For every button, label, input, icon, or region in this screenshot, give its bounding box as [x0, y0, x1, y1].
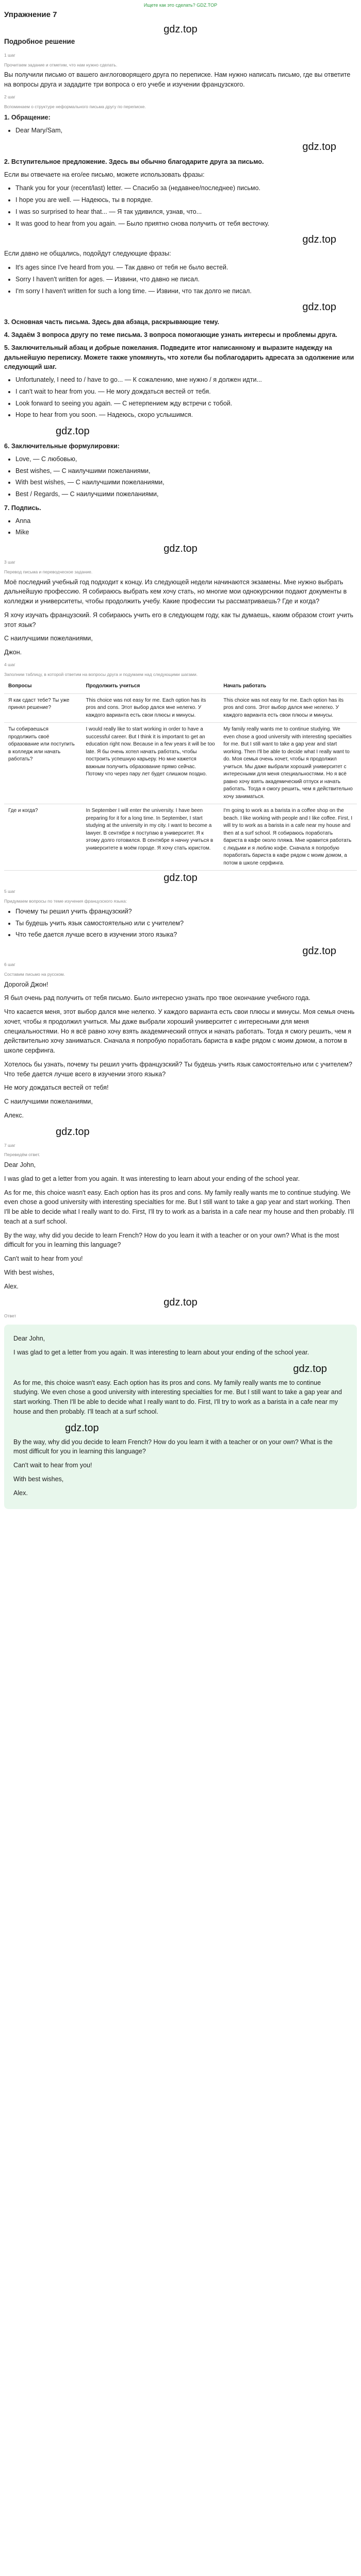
list-item: • Dear Mary/Sam, [15, 126, 357, 135]
table-header: Продолжить учиться [81, 680, 219, 693]
table-cell: My family really wants me to continue studying. We even chose a good university with interesting specialties for me. But I still want to take a gap year and start working. Then I'll be able to decide what I really want to do. Моя семья очень хочет, чтобы я продолжил учиться. Мы даже выбрали хороший университет с интересными для меня специальностями. Но я всё равно хочу взять академический отпуск и начать работать. Тогда я смогу решить, чем я действительно хочу заниматься. [219, 723, 357, 804]
section-heading: 3. Основная часть письма. Здесь два абзаца, раскрывающие тему. [4, 318, 220, 326]
watermark: gdz.top [56, 1126, 90, 1138]
section-heading: 2. Вступительное предложение. Здесь вы обычно благодарите друга за письмо. [4, 158, 264, 165]
letter-paragraph: As for me, this choice wasn't easy. Each option has its pros and cons. My family really wants me to continue studying. We even chose a good university with interesting specialties for me. But I still want to take a gap year and start working. Then I'll be able to decide what I really want to do. First, I'll try to work as a barista in a cafe near my house and then probably. I'll teach at a surf school. [13, 1379, 342, 1415]
list [4, 263, 357, 296]
watermark: gdz.top [302, 141, 336, 152]
letter-paragraph: Что касается меня, этот выбор дался мне нелегко. У каждого варианта есть свои плюсы и минусы. Моя семья очень хочет, чтобы я продолжил учиться. Мы даже выбрали хороший университет с интересными для меня специальностями. Но я всё равно хочу взять академический отпуск и начать работать. Тогда я смогу решить, чем я действительно хочу заниматься. Сначала я попробую поработать бариста в кафе рядом с моим домом, а потом в школе серфинга. [4, 1008, 355, 1054]
table-header-row [4, 680, 357, 693]
signature: С наилучшими пожеланиями, [4, 1098, 93, 1105]
list-item: • Anna [15, 516, 357, 526]
section-heading: 4. Задаём 3 вопроса другу по теме письма. 3 вопроса помогающие узнать интересы и проблемы друга. [4, 331, 338, 338]
letter-paragraph: As for me, this choice wasn't easy. Each option has its pros and cons. My family really wants me to continue studying. We even chose a good university with interesting specialties for me. But I still want to take a gap year and start working. Then I'll be able to decide what I really want to do. First, I'll try to work as a barista in a cafe near my house and then probably. I'll teach at a surf school. [4, 1189, 354, 1225]
signature-name: Alex. [13, 1489, 28, 1497]
list-item: • Ты будешь учить язык самостоятельно или с учителем? [15, 919, 357, 928]
page-subtitle: Подробное решение [4, 37, 75, 45]
step-note: Переведём ответ. [4, 1152, 40, 1158]
watermark: gdz.top [302, 945, 336, 957]
watermark: gdz.top [163, 23, 198, 35]
step-note: Составим письмо на русском. [4, 971, 65, 977]
table-cell: This choice was not easy for me. Each option has its pros and cons. Этот выбор дался мне нелегко. У каждого варианта есть свои плюсы и минусы. [81, 693, 219, 723]
section-heading: 5. Заключительный абзац и добрые пожелания. Подведите итог написанному и выразите надежду на дальнейшую переписку. Можете также упомянуть, что хотели бы поблагодарить адресата за одолжение или следующий шаг. [4, 344, 354, 371]
letter-paragraph: By the way, why did you decide to learn French? How do you learn it with a teacher or on your own? What is the most difficult for you in learning this language? [13, 1438, 333, 1455]
step-label: 5 шаг [4, 889, 15, 894]
list-item: • Hope to hear from you soon. — Надеюсь, скоро услышимся. [15, 410, 357, 420]
answer-table [4, 680, 357, 871]
signature: With best wishes, [13, 1475, 64, 1483]
letter-greeting: Dear John, [4, 1161, 36, 1168]
signature: С наилучшими пожеланиями, [4, 635, 93, 642]
table-cell: Где и когда? [4, 804, 81, 871]
table-cell: This choice was not easy for me. Each option has its pros and cons. Этот выбор дался мне нелегко. У каждого варианта есть свои плюсы и минусы. [219, 693, 357, 723]
table-row [4, 804, 357, 871]
step-label: 1 шаг [4, 52, 15, 58]
paragraph: Моё последний учебный год подходит к концу. Из следующей недели начинаются экзамены. Мне нужно выбрать дальнейшую профессию. Я собираюсь выбрать кем хочу стать, но многие мои однокурсники подают документы в колледжи и университеты, чтобы продолжить учебу. Какие профессии ты рассматриваешь? Где и когда? [4, 578, 347, 605]
step-note: Вспоминаем о структуре неформального письма другу по переписке. [4, 104, 146, 109]
step-label: 3 шаг [4, 560, 15, 565]
list-item: • Почему ты решил учить французский? [15, 907, 357, 917]
list [4, 907, 357, 940]
letter-paragraph: Can't wait to hear from you! [4, 1255, 83, 1262]
list-item: • Unfortunately, I need to / have to go... — К сожалению, мне нужно / я должен идти... [15, 375, 357, 385]
table-row [4, 723, 357, 804]
table-header: Начать работать [219, 680, 357, 693]
table-header: Вопросы [4, 680, 81, 693]
signature-name: Alex. [4, 1282, 19, 1290]
list [4, 126, 357, 135]
table-row [4, 693, 357, 723]
watermark: gdz.top [163, 543, 198, 554]
answer-box [4, 1325, 357, 1509]
list [4, 183, 357, 228]
list-item: • I'm sorry I haven't written for such a long time. — Извини, что так долго не писал. [15, 286, 357, 296]
watermark: gdz.top [56, 426, 90, 437]
letter-greeting: Dear John, [13, 1335, 45, 1342]
list-item: • Что тебе дается лучше всего в изучении этого языка? [15, 930, 357, 940]
paragraph: Если давно не общались, подойдут следующие фразы: [4, 250, 171, 258]
table-cell: Я как сдаст тебе? Ты уже принял решение? [4, 693, 81, 723]
watermark: gdz.top [302, 301, 336, 313]
list-item: • Best / Regards, — С наилучшими пожеланиями, [15, 489, 357, 499]
table-cell: I would really like to start working in order to have a successful career. But I think it is important to get an education right now. Because in a few years it will be too late. Я бы очень хотел начать работать, чтобы построить успешную карьеру. Но мне кажется важным получить образование прямо сейчас. Потому что через пару лет будет слишком поздно. [81, 723, 219, 804]
paragraph: Если вы отвечаете на его/ее письмо, можете использовать фразы: [4, 171, 205, 178]
list-item: • Thank you for your (recent/last) letter. — Спасибо за (недавнее/последнее) письмо. [15, 183, 357, 193]
step-label: Ответ [4, 1313, 17, 1319]
page-title: Упражнение 7 [4, 10, 57, 19]
table-cell: In September I will enter the university. I have been preparing for it for a long time. In September, I start studying at the university in my city. I want to become a lawyer. В сентябре я поступаю в университет. Я к этому долго готовился. В сентябре я начну учиться в университете в моём городе. Я хочу стать юристом. [81, 804, 219, 871]
list-item: • Sorry I haven't written for ages. — Извини, что давно не писал. [15, 275, 357, 284]
step-label: 7 шаг [4, 1142, 15, 1148]
list-item: • Love, — С любовью, [15, 454, 357, 464]
signature-name: Джон. [4, 649, 22, 656]
signature: With best wishes, [4, 1268, 55, 1276]
list-item: • I was so surprised to hear that... — Я так удивился, узнав, что... [15, 207, 357, 217]
watermark: gdz.top [163, 872, 198, 884]
letter-paragraph: Не могу дождаться вестей от тебя! [4, 1084, 109, 1092]
step-label: 4 шаг [4, 662, 15, 667]
list-item: • It was good to hear from you again. — Было приятно снова получить от тебя весточку. [15, 219, 357, 229]
watermark: gdz.top [163, 1297, 198, 1309]
paragraph: Я хочу изучать французский. Я собираюсь учить его в следующем году, как ты думаешь, каким образом стоит учить этот язык? [4, 611, 354, 629]
letter-paragraph: By the way, why did you decide to learn French? How do you learn it with a teacher or on your own? What is the most difficult for you in learning this language? [4, 1231, 339, 1249]
intro-text: Вы получили письмо от вашего англоговорящего друга по переписке. Нам нужно написать письмо, где вы ответите на вопросы друга и зададите три вопроса о его учебе и изучении французского. [4, 71, 351, 88]
list-item: • Best wishes, — С наилучшими пожеланиями, [15, 466, 357, 476]
letter-paragraph: Can't wait to hear from you! [13, 1462, 92, 1469]
letter-paragraph: Хотелось бы узнать, почему ты решил учить французский? Ты будешь учить язык самостоятельно или с учителем? Что тебе дается лучше всего в изучении этого языка? [4, 1060, 352, 1078]
letter-paragraph: Я был очень рад получить от тебя письмо. Было интересно узнать про твое окончание учебного года. [4, 994, 310, 1002]
step-note: Придумаем вопросы по теме изучения французского языка: [4, 899, 127, 904]
section-heading: 7. Подпись. [4, 504, 41, 512]
step-note: Перевод письма и переводческое задание. [4, 569, 93, 574]
watermark: gdz.top [293, 1363, 327, 1375]
letter-greeting: Дорогой Джон! [4, 980, 48, 988]
table-cell: I'm going to work as a barista in a coffee shop on the beach. I like working with people and I like coffee. First, I will try to work as a barista in a cafe near my house and then at a surf school. Я собираюсь поработать бариста в кафе около пляжа. Мне нравится работать с людьми и я люблю кофе. Сначала я попробую поработать бариста в кафе рядом с моим домом, а потом в школе серфинга. [219, 804, 357, 871]
letter-paragraph: I was glad to get a letter from you again. It was interesting to learn about your ending of the school year. [4, 1175, 300, 1182]
watermark: gdz.top [65, 1422, 99, 1434]
top-link[interactable]: Ищете как это сделать? GDZ.TOP [143, 3, 218, 8]
signature-name: Алекс. [4, 1111, 24, 1119]
list [4, 454, 357, 499]
watermark: gdz.top [302, 234, 336, 246]
section-heading: 1. Обращение: [4, 114, 51, 122]
step-label: 6 шаг [4, 962, 15, 967]
step-label: 2 шаг [4, 94, 15, 99]
section-heading: 6. Заключительные формулировки: [4, 443, 120, 450]
step-note: Прочитаем задание и отметим, что нам нужно сделать. [4, 62, 118, 67]
list-item: • It's ages since I've heard from you. — Так давно от тебя не было вестей. [15, 263, 357, 273]
list-item: • I hope you are well. — Надеюсь, ты в порядке. [15, 195, 357, 205]
list-item: • With best wishes, — С наилучшими пожеланиями, [15, 478, 357, 487]
list [4, 375, 357, 420]
list-item: • I can't wait to hear from you. — Не могу дождаться вестей от тебя. [15, 387, 357, 397]
step-note: Заполним таблицу, в которой ответим на вопросы друга и подумаем над следующими шагами. [4, 671, 198, 677]
list [4, 516, 357, 538]
letter-paragraph: I was glad to get a letter from you again. It was interesting to learn about your ending of the school year. [13, 1348, 309, 1356]
list-item: • Mike [15, 528, 357, 537]
table-cell: Ты собираешься продолжить своё образование или поступить в колледж или начать работать? [4, 723, 81, 804]
list-item: • Look forward to seeing you again. — С нетерпением жду встречи с тобой. [15, 399, 357, 409]
